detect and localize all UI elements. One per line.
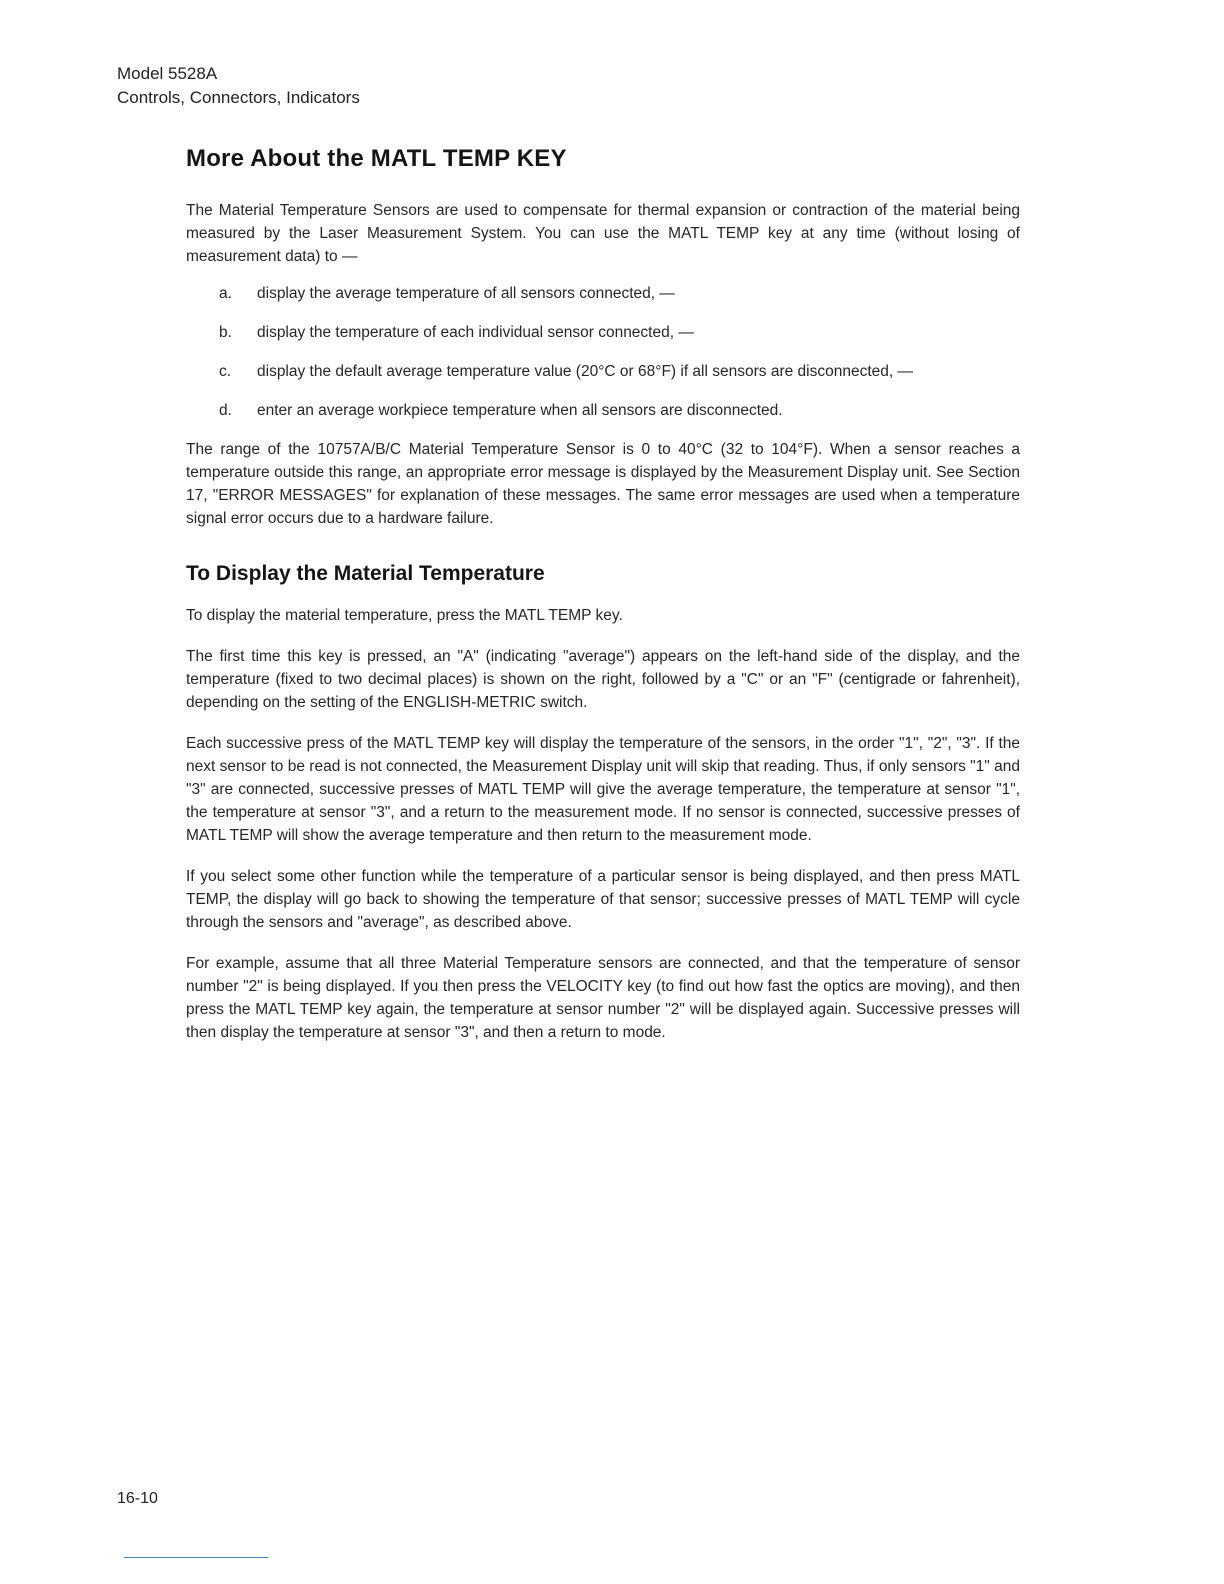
section-title: More About the MATL TEMP KEY — [186, 145, 567, 172]
body-paragraph: If you select some other function while the temperature of a particular sensor is being displayed, and then press MATL TEMP, the display will go back to showing the temperature of that sensor; successive presses of MATL TEMP will cycle through the sensors and "average", as described above. — [186, 868, 1020, 931]
list-item — [186, 399, 1020, 422]
body-paragraph: The first time this key is pressed, an "A" (indicating "average") appears on the left-hand side of the display, and the temperature (fixed to two decimal places) is shown on the right, followed by a "C" or an "F" (centigrade or fahrenheit), depending on the setting of the ENGLISH-METRIC switch. — [186, 648, 1020, 711]
list-marker: b. — [219, 324, 232, 341]
page-number: 16-10 — [117, 1490, 158, 1507]
running-header — [117, 62, 360, 110]
header-model: Model 5528A — [117, 64, 218, 83]
list-item — [186, 282, 1020, 305]
intro-paragraph: The Material Temperature Sensors are used to compensate for thermal expansion or contraction of the material being measured by the Laser Measurement System. You can use the MATL TEMP key at any time (without losing of measurement data) to — — [186, 202, 1020, 265]
page-content — [186, 145, 1020, 1044]
subsection-title: To Display the Material Temperature — [186, 562, 545, 585]
footer-rule — [124, 1557, 268, 1558]
list-marker: d. — [219, 402, 232, 419]
list-marker: c. — [219, 363, 232, 380]
range-paragraph: The range of the 10757A/B/C Material Temperature Sensor is 0 to 40°C (32 to 104°F). When a sensor reaches a temperature outside this range, an appropriate error message is displayed by the Measurement Display unit. See Section 17, "ERROR MESSAGES" for explanation of these messages. The same error messages are used when a temperature signal error occurs due to a hardware failure. — [186, 441, 1020, 527]
list-item-text: display the default average temperature value (20°C or 68°F) if all sensors are disconnected, — — [257, 363, 913, 380]
list-item — [186, 321, 1020, 344]
list-item-text: enter an average workpiece temperature when all sensors are disconnected. — [257, 402, 783, 419]
list-item-text: display the average temperature of all sensors connected, — — [257, 285, 675, 302]
feature-list — [186, 282, 1020, 422]
header-chapter: Controls, Connectors, Indicators — [117, 88, 360, 107]
body-paragraph: For example, assume that all three Material Temperature sensors are connected, and that the temperature of sensor number "2" is being displayed. If you then press the VELOCITY key (to find out how fast the optics are moving), and then press the MATL TEMP key again, the temperature at sensor number "2" will be displayed again. Successive presses will then display the temperature at sensor "3", and then a return to mode. — [186, 955, 1020, 1041]
list-item-text: display the temperature of each individual sensor connected, — — [257, 324, 694, 341]
list-item — [186, 360, 1020, 383]
body-paragraph: To display the material temperature, press the MATL TEMP key. — [186, 607, 623, 624]
body-paragraph: Each successive press of the MATL TEMP key will display the temperature of the sensors, in the order "1", "2", "3". If the next sensor to be read is not connected, the Measurement Display unit will skip that reading. Thus, if only sensors "1" and "3" are connected, successive presses of MATL TEMP will give the average temperature, the temperature at sensor "1", the temperature at sensor "3", and a return to the measurement mode. If no sensor is connected, successive presses of MATL TEMP will show the average temperature and then return to the measurement mode. — [186, 735, 1020, 844]
list-marker: a. — [219, 285, 232, 302]
